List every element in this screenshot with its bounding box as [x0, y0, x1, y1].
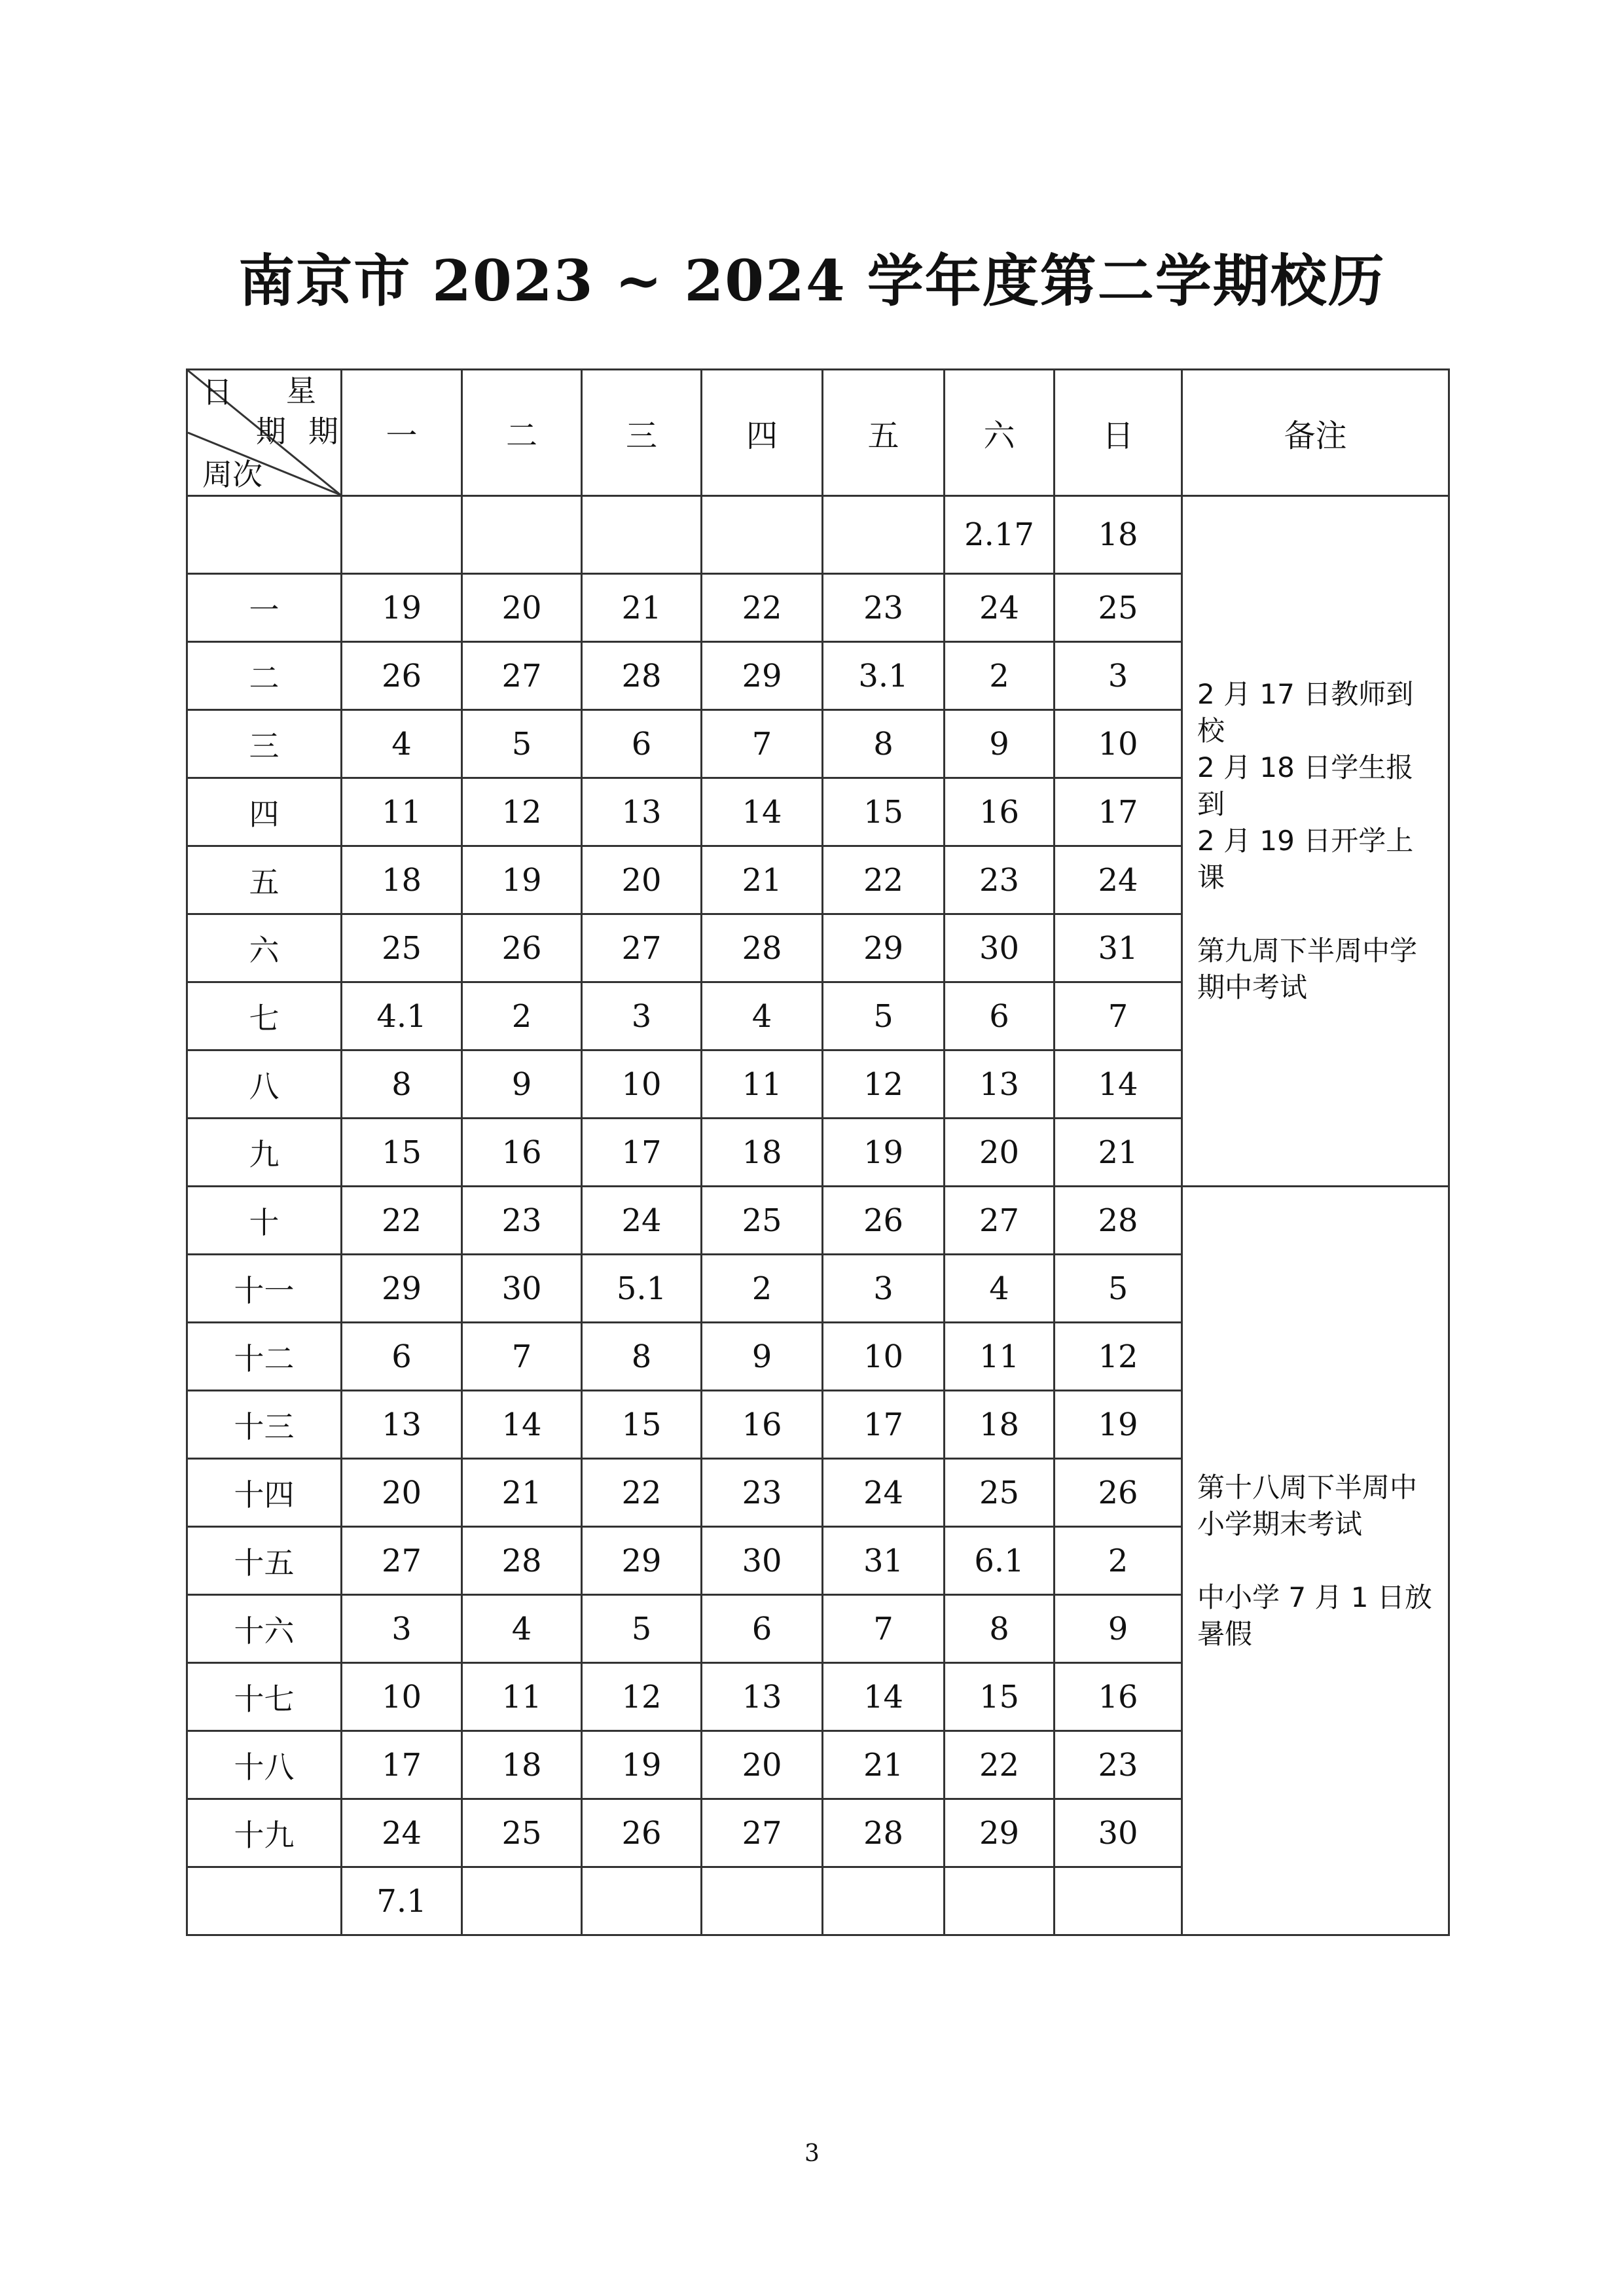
date-cell	[702, 496, 823, 574]
date-cell	[462, 1867, 582, 1935]
week-number-cell: 十八	[187, 1731, 342, 1799]
date-cell: 14	[462, 1391, 582, 1459]
date-cell: 3	[582, 982, 702, 1050]
date-cell: 18	[702, 1119, 823, 1187]
date-cell: 6	[342, 1323, 462, 1391]
date-cell: 30	[462, 1255, 582, 1323]
note-line: 2 月 18 日学生报到	[1197, 751, 1414, 820]
week-number-cell: 九	[187, 1119, 342, 1187]
week-number-cell: 四	[187, 778, 342, 846]
date-cell: 27	[582, 914, 702, 982]
date-cell: 28	[1055, 1187, 1182, 1255]
day-header-wed: 三	[582, 370, 702, 496]
date-cell: 16	[1055, 1663, 1182, 1731]
note-line: 期中考试	[1197, 971, 1308, 1003]
date-cell: 21	[1055, 1119, 1182, 1187]
date-cell: 16	[702, 1391, 823, 1459]
date-cell: 15	[823, 778, 945, 846]
date-cell: 21	[823, 1731, 945, 1799]
week-number-cell: 十一	[187, 1255, 342, 1323]
date-cell: 23	[1055, 1731, 1182, 1799]
date-cell: 28	[462, 1527, 582, 1595]
date-cell: 17	[1055, 778, 1182, 846]
date-cell: 3	[1055, 642, 1182, 710]
date-cell: 20	[462, 574, 582, 642]
date-cell: 11	[945, 1323, 1055, 1391]
date-cell: 22	[582, 1459, 702, 1527]
date-cell	[945, 1867, 1055, 1935]
date-cell: 8	[582, 1323, 702, 1391]
week-number-cell	[187, 1867, 342, 1935]
date-cell: 29	[945, 1799, 1055, 1867]
date-cell: 24	[945, 574, 1055, 642]
date-cell: 23	[945, 846, 1055, 914]
date-cell: 15	[582, 1391, 702, 1459]
date-cell: 27	[945, 1187, 1055, 1255]
date-cell: 3	[342, 1595, 462, 1663]
week-number-cell	[187, 496, 342, 574]
note-line: 中小学 7 月 1 日放	[1197, 1581, 1432, 1613]
date-cell	[702, 1867, 823, 1935]
date-cell: 11	[342, 778, 462, 846]
note-line: 第十八周下半周中	[1197, 1471, 1418, 1503]
date-cell: 21	[702, 846, 823, 914]
date-cell: 7	[823, 1595, 945, 1663]
date-cell: 14	[1055, 1050, 1182, 1119]
date-cell: 25	[702, 1187, 823, 1255]
date-cell: 24	[1055, 846, 1182, 914]
date-cell: 26	[582, 1799, 702, 1867]
date-cell	[582, 1867, 702, 1935]
date-cell: 14	[823, 1663, 945, 1731]
day-header-tue: 二	[462, 370, 582, 496]
note-line: 暑假	[1197, 1617, 1253, 1650]
date-cell: 22	[702, 574, 823, 642]
date-cell: 25	[945, 1459, 1055, 1527]
date-cell: 18	[1055, 496, 1182, 574]
date-cell: 28	[702, 914, 823, 982]
date-cell: 4	[342, 710, 462, 778]
date-cell: 6	[945, 982, 1055, 1050]
date-cell: 8	[342, 1050, 462, 1119]
date-cell: 21	[462, 1459, 582, 1527]
note-line: 2 月 19 日开学上课	[1197, 825, 1414, 893]
date-cell: 13	[702, 1663, 823, 1731]
date-cell: 30	[702, 1527, 823, 1595]
date-cell: 12	[582, 1663, 702, 1731]
note-line: 第九周下半周中学	[1197, 935, 1418, 967]
day-header-sun: 日	[1055, 370, 1182, 496]
date-cell: 16	[945, 778, 1055, 846]
date-cell: 22	[342, 1187, 462, 1255]
date-cell: 23	[702, 1459, 823, 1527]
date-cell: 25	[342, 914, 462, 982]
date-cell: 5	[462, 710, 582, 778]
week-number-cell: 七	[187, 982, 342, 1050]
date-cell: 29	[702, 642, 823, 710]
week-number-cell: 六	[187, 914, 342, 982]
date-cell: 12	[1055, 1323, 1182, 1391]
date-cell	[823, 496, 945, 574]
date-cell: 26	[823, 1187, 945, 1255]
date-cell: 18	[945, 1391, 1055, 1459]
header-row	[187, 370, 1449, 496]
corner-cell	[187, 370, 342, 496]
date-cell: 6	[582, 710, 702, 778]
notes-cell-1	[1182, 496, 1449, 1187]
date-cell: 29	[342, 1255, 462, 1323]
date-cell: 3.1	[823, 642, 945, 710]
date-cell: 2	[1055, 1527, 1182, 1595]
date-cell: 16	[462, 1119, 582, 1187]
date-cell: 9	[1055, 1595, 1182, 1663]
date-cell: 10	[1055, 710, 1182, 778]
date-cell: 25	[1055, 574, 1182, 642]
date-cell: 22	[823, 846, 945, 914]
date-cell: 6.1	[945, 1527, 1055, 1595]
date-cell: 7	[462, 1323, 582, 1391]
date-cell: 19	[823, 1119, 945, 1187]
date-cell: 26	[1055, 1459, 1182, 1527]
date-cell: 17	[823, 1391, 945, 1459]
date-cell	[462, 496, 582, 574]
date-cell: 20	[702, 1731, 823, 1799]
date-cell: 10	[342, 1663, 462, 1731]
date-cell: 17	[582, 1119, 702, 1187]
note-line	[1197, 896, 1434, 933]
date-cell: 18	[462, 1731, 582, 1799]
date-cell: 26	[462, 914, 582, 982]
date-cell: 4	[462, 1595, 582, 1663]
date-cell: 2	[702, 1255, 823, 1323]
date-cell: 19	[462, 846, 582, 914]
day-header-sat: 六	[945, 370, 1055, 496]
date-cell: 7.1	[342, 1867, 462, 1935]
date-cell: 23	[462, 1187, 582, 1255]
date-cell: 31	[1055, 914, 1182, 982]
week-number-cell: 一	[187, 574, 342, 642]
date-cell: 24	[823, 1459, 945, 1527]
date-cell: 15	[945, 1663, 1055, 1731]
date-cell: 27	[702, 1799, 823, 1867]
date-cell: 9	[945, 710, 1055, 778]
day-header-fri: 五	[823, 370, 945, 496]
date-cell	[582, 496, 702, 574]
week-number-cell: 十	[187, 1187, 342, 1255]
date-cell: 2	[945, 642, 1055, 710]
date-cell: 12	[823, 1050, 945, 1119]
date-cell: 2	[462, 982, 582, 1050]
date-cell: 27	[462, 642, 582, 710]
week-number-cell: 十五	[187, 1527, 342, 1595]
date-cell: 27	[342, 1527, 462, 1595]
date-cell: 22	[945, 1731, 1055, 1799]
date-cell: 24	[582, 1187, 702, 1255]
date-cell: 10	[823, 1323, 945, 1391]
date-cell: 9	[702, 1323, 823, 1391]
date-cell: 12	[462, 778, 582, 846]
date-cell: 19	[1055, 1391, 1182, 1459]
date-cell: 3	[823, 1255, 945, 1323]
date-cell: 4	[702, 982, 823, 1050]
date-cell	[1055, 1867, 1182, 1935]
date-cell: 5	[1055, 1255, 1182, 1323]
date-cell	[342, 496, 462, 574]
page-number: 3	[804, 2140, 820, 2167]
school-calendar-table	[186, 368, 1450, 1936]
corner-qi-right: 期	[308, 414, 338, 449]
corner-qi-left: 期	[256, 414, 286, 449]
date-cell: 18	[342, 846, 462, 914]
notes-header: 备注	[1182, 370, 1449, 496]
note-line: 2 月 17 日教师到校	[1197, 678, 1414, 747]
date-cell: 9	[462, 1050, 582, 1119]
day-header-thu: 四	[702, 370, 823, 496]
week-number-cell: 十六	[187, 1595, 342, 1663]
week-number-cell: 三	[187, 710, 342, 778]
date-cell: 29	[823, 914, 945, 982]
table-row	[187, 496, 1449, 574]
date-cell: 14	[702, 778, 823, 846]
week-number-cell: 十九	[187, 1799, 342, 1867]
date-cell: 21	[582, 574, 702, 642]
date-cell: 13	[342, 1391, 462, 1459]
date-cell: 10	[582, 1050, 702, 1119]
date-cell: 26	[342, 642, 462, 710]
date-cell: 19	[582, 1731, 702, 1799]
date-cell: 19	[342, 574, 462, 642]
date-cell: 13	[945, 1050, 1055, 1119]
date-cell: 17	[342, 1731, 462, 1799]
week-number-cell: 五	[187, 846, 342, 914]
date-cell: 5.1	[582, 1255, 702, 1323]
date-cell: 5	[582, 1595, 702, 1663]
date-cell: 24	[342, 1799, 462, 1867]
date-cell: 4	[945, 1255, 1055, 1323]
date-cell: 11	[702, 1050, 823, 1119]
date-cell: 20	[945, 1119, 1055, 1187]
date-cell: 11	[462, 1663, 582, 1731]
week-number-cell: 八	[187, 1050, 342, 1119]
notes-cell-2	[1182, 1187, 1449, 1935]
date-cell: 8	[823, 710, 945, 778]
week-number-cell: 十三	[187, 1391, 342, 1459]
corner-zhouci: 周次	[202, 457, 262, 492]
corner-ri: 日	[202, 374, 232, 410]
note-line: 小学期末考试	[1197, 1507, 1363, 1540]
day-header-mon: 一	[342, 370, 462, 496]
date-cell: 20	[582, 846, 702, 914]
date-cell: 25	[462, 1799, 582, 1867]
corner-xing: 星	[286, 373, 316, 408]
date-cell	[823, 1867, 945, 1935]
date-cell: 8	[945, 1595, 1055, 1663]
date-cell: 20	[342, 1459, 462, 1527]
date-cell: 30	[945, 914, 1055, 982]
page-title: 南京市 2023 ~ 2024 学年度第二学期校历	[238, 248, 1386, 314]
date-cell: 28	[823, 1799, 945, 1867]
date-cell: 31	[823, 1527, 945, 1595]
date-cell: 2.17	[945, 496, 1055, 574]
date-cell: 7	[1055, 982, 1182, 1050]
date-cell: 23	[823, 574, 945, 642]
week-number-cell: 十四	[187, 1459, 342, 1527]
date-cell: 7	[702, 710, 823, 778]
date-cell: 29	[582, 1527, 702, 1595]
date-cell: 4.1	[342, 982, 462, 1050]
week-number-cell: 二	[187, 642, 342, 710]
date-cell: 13	[582, 778, 702, 846]
week-number-cell: 十二	[187, 1323, 342, 1391]
date-cell: 6	[702, 1595, 823, 1663]
date-cell: 28	[582, 642, 702, 710]
table-row	[187, 1187, 1449, 1255]
date-cell: 15	[342, 1119, 462, 1187]
date-cell: 30	[1055, 1799, 1182, 1867]
date-cell: 5	[823, 982, 945, 1050]
note-line	[1197, 1543, 1434, 1579]
week-number-cell: 十七	[187, 1663, 342, 1731]
